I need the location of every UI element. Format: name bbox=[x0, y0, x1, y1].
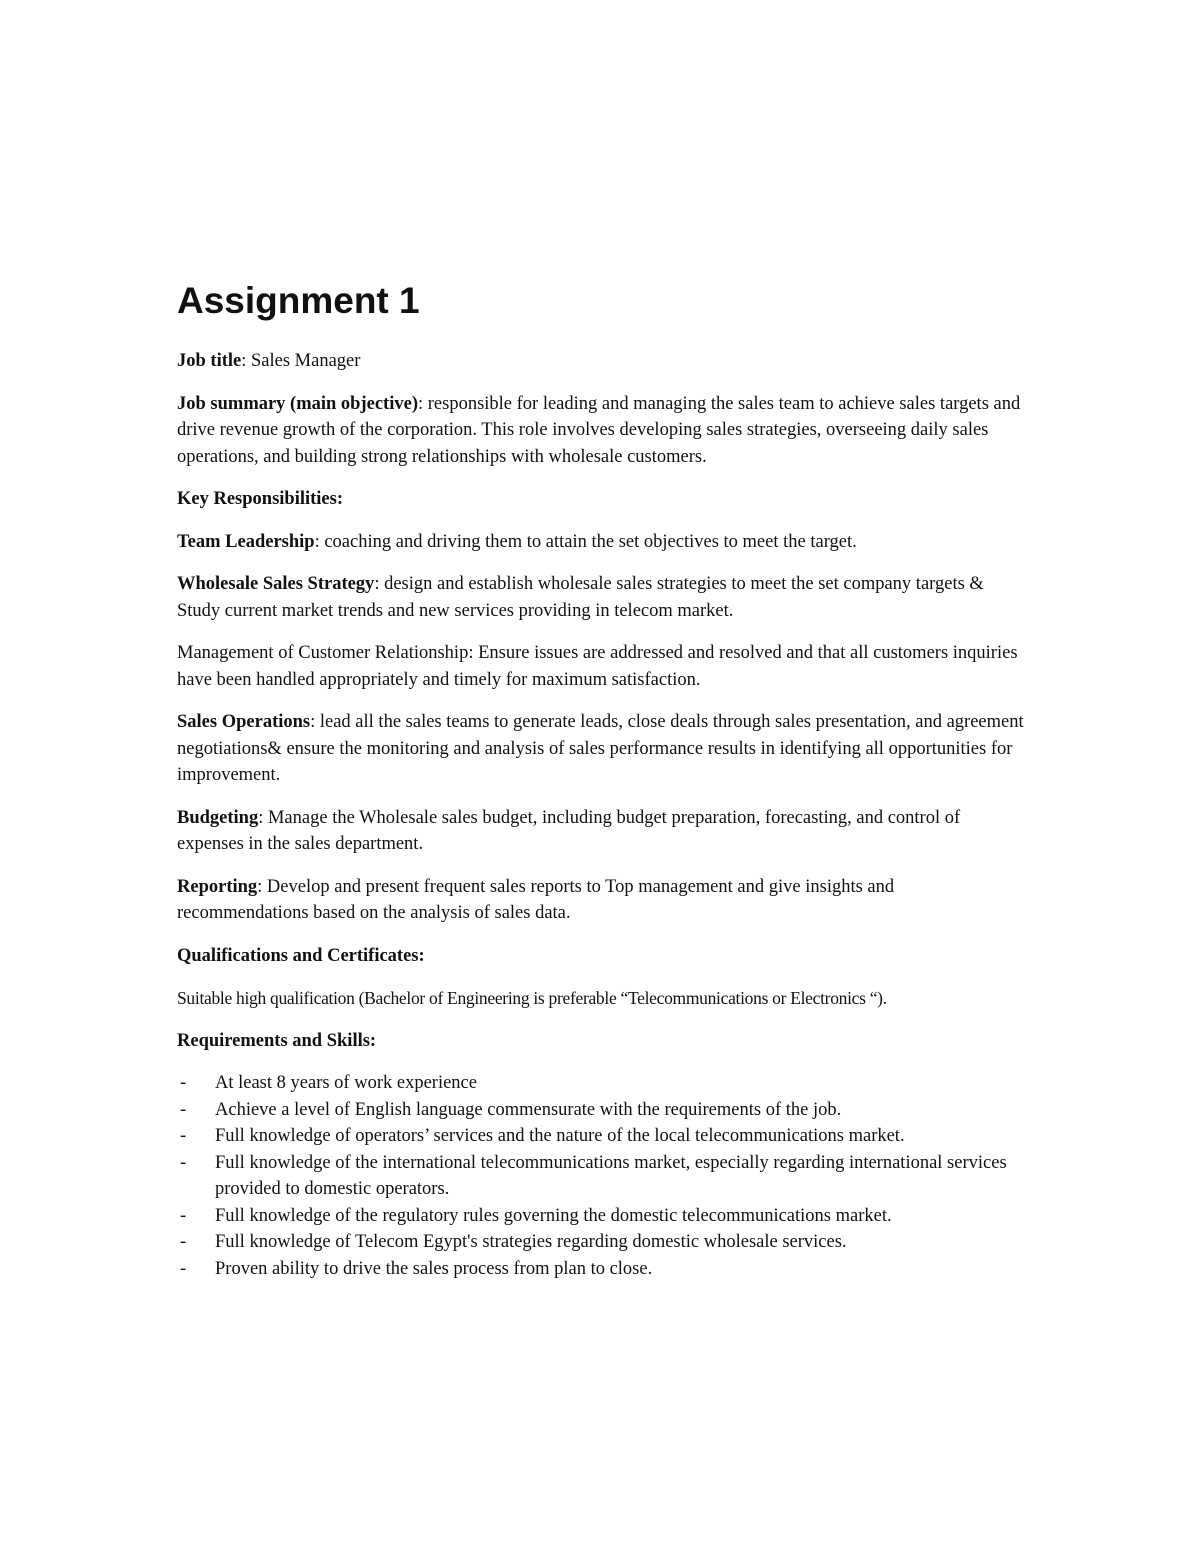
responsibility-wholesale-sales-strategy bbox=[177, 571, 1027, 624]
responsibility-label: Wholesale Sales Strategy bbox=[177, 574, 375, 594]
responsibility-reporting bbox=[177, 874, 1027, 927]
key-responsibilities-heading: Key Responsibilities: bbox=[177, 489, 343, 509]
responsibility-team-leadership bbox=[177, 529, 1027, 556]
job-title-label: Job title bbox=[177, 351, 242, 371]
list-item bbox=[177, 1123, 1027, 1150]
job-summary-label: Job summary (main objective) bbox=[177, 393, 418, 414]
responsibility-sales-operations bbox=[177, 709, 1027, 789]
bullet-dash: - bbox=[180, 1073, 187, 1093]
requirement-text: Full knowledge of the regulatory rules governing the domestic telecommunications market. bbox=[215, 1205, 892, 1226]
list-item bbox=[177, 1229, 1027, 1256]
bullet-dash: - bbox=[180, 1258, 187, 1279]
bullet-dash: - bbox=[180, 1232, 187, 1252]
requirement-text: Full knowledge of operators’ services and the nature of the local telecommunications market. bbox=[215, 1126, 905, 1146]
bullet-dash: - bbox=[180, 1126, 187, 1146]
document-content bbox=[177, 276, 1027, 1282]
qualifications-heading: Qualifications and Certificates: bbox=[177, 945, 425, 966]
bullet-dash: - bbox=[180, 1099, 187, 1120]
bullet-dash: - bbox=[180, 1152, 187, 1173]
requirement-text: Proven ability to drive the sales process from plan to close. bbox=[215, 1258, 653, 1279]
responsibility-label: Sales Operations bbox=[177, 712, 311, 732]
job-summary-text: : responsible for leading and managing the sales team to achieve sales targets and drive revenue growth of the corporation. This role involves developing sales strategies, overseeing daily sales operations, and building strong relationships with wholesale customers. bbox=[177, 393, 1021, 467]
document-title: Assignment 1 bbox=[177, 280, 420, 321]
requirement-text: At least 8 years of work experience bbox=[215, 1073, 477, 1093]
requirement-text: Achieve a level of English language commensurate with the requirements of the job. bbox=[215, 1099, 842, 1120]
responsibility-text: : Develop and present frequent sales reports to Top management and give insights and recommendations based on the analysis of sales data. bbox=[177, 876, 895, 923]
requirements-list bbox=[177, 1070, 1027, 1282]
responsibility-label: Budgeting bbox=[177, 807, 259, 828]
responsibility-text: : design and establish wholesale sales strategies to meet the set company targets & Study current market trends and new services providing in telecom market. bbox=[177, 574, 984, 621]
list-item bbox=[177, 1150, 1027, 1203]
responsibility-label: Team Leadership bbox=[177, 531, 315, 552]
list-item bbox=[177, 1070, 1027, 1097]
responsibility-budgeting bbox=[177, 805, 1027, 858]
requirement-text: Full knowledge of the international telecommunications market, especially regarding international services provided to domestic operators. bbox=[215, 1152, 1007, 1199]
responsibility-text: : lead all the sales teams to generate leads, close deals through sales presentation, and agreement negotiations& ensure the monitoring and analysis of sales performance results in identifying all opportunities for improvement. bbox=[177, 712, 1024, 785]
responsibility-customer-relationship bbox=[177, 640, 1027, 693]
list-item bbox=[177, 1256, 1027, 1283]
qualifications-text: Suitable high qualification (Bachelor of Engineering is preferable “Telecommunications or Electronics “). bbox=[177, 988, 887, 1008]
responsibility-text: : Manage the Wholesale sales budget, including budget preparation, forecasting, and control of expenses in the sales department. bbox=[177, 807, 961, 854]
job-title-value: : Sales Manager bbox=[241, 351, 361, 371]
responsibility-text: Management of Customer Relationship: Ensure issues are addressed and resolved and that all customers inquiries have been handled appropriately and timely for maximum satisfaction. bbox=[177, 643, 1018, 690]
job-summary-paragraph bbox=[177, 391, 1027, 471]
list-item bbox=[177, 1203, 1027, 1230]
requirements-heading: Requirements and Skills: bbox=[177, 1030, 377, 1051]
job-title-paragraph bbox=[177, 348, 1027, 375]
responsibility-label: Reporting bbox=[177, 876, 258, 897]
list-item bbox=[177, 1097, 1027, 1124]
requirement-text: Full knowledge of Telecom Egypt's strategies regarding domestic wholesale services. bbox=[215, 1232, 847, 1252]
responsibility-text: : coaching and driving them to attain the set objectives to meet the target. bbox=[314, 531, 857, 552]
bullet-dash: - bbox=[180, 1205, 187, 1226]
